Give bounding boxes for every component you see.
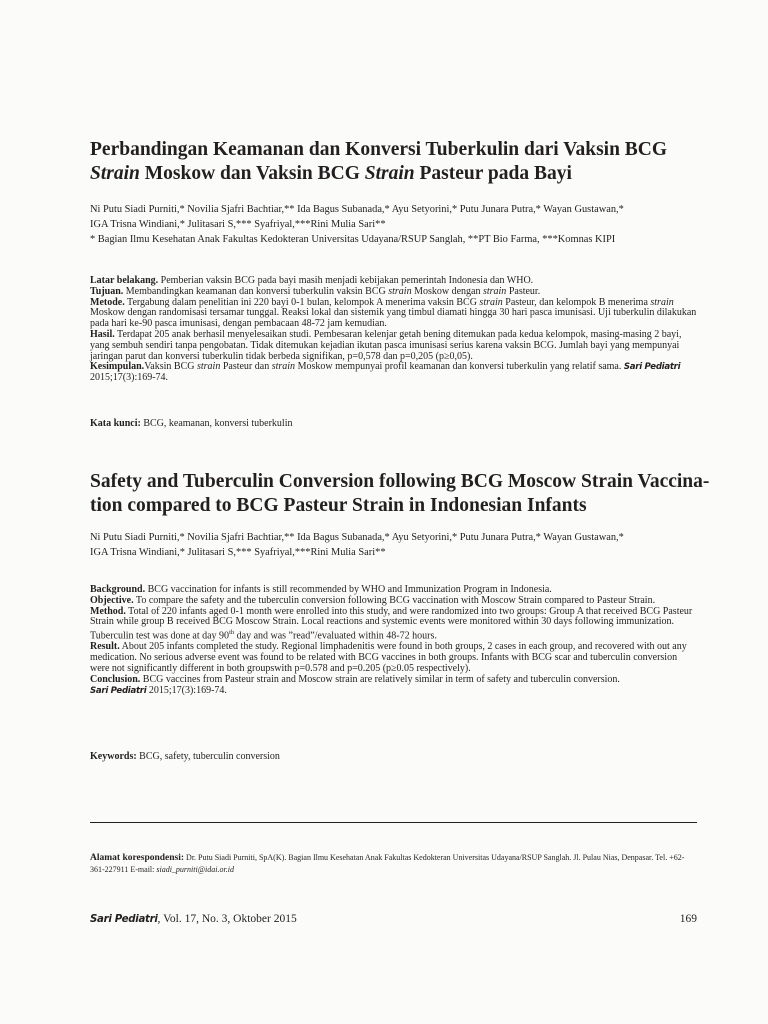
section-text: About 205 infants completed the study. Regional limphadenitis were found in both groups, 2 cases in each group, and recovered with out any medication. No serious adverse event was found to be related with BCG vaccines in both groups. Infants with BCG scar and tuberculin conversion were not significantly different in both groupswith p=0.578 and p=0.205 (p [90, 641, 687, 674]
strain-word: strain [196, 361, 221, 373]
indonesian-abstract [90, 276, 697, 384]
section-label: Objective. [90, 594, 134, 606]
indonesian-authors [90, 202, 697, 247]
indonesian-title [90, 138, 697, 186]
authors-line-2: IGA Trisna Windiani,* Julitasari S,*** Syafriyal,***Rini Mulia Sari** [90, 547, 386, 558]
correspondence-email: siadi_purniti@idai.or.id [156, 865, 234, 874]
english-abstract [90, 585, 697, 696]
footnote-divider [90, 822, 697, 823]
strain-word: strain [650, 296, 674, 308]
correspondence-text: Dr. Putu Siadi Purniti, SpA(K). Bagian Ilmu Kesehatan Anak Fakultas Kedokteran Universitas Udayana/RSUP Sanglah. Jl. Pulau Nias, Denpasar. Tel. +62-361-227911 E-mail: [90, 853, 685, 874]
section-label: Conclusion. [90, 673, 141, 685]
journal-logo: Sari Pediatri [623, 362, 681, 373]
strain-word: strain [482, 285, 507, 297]
journal-logo: Sari Pediatri [90, 914, 158, 925]
strain-word: strain [388, 285, 412, 297]
geq-symbol: ≥ [391, 662, 397, 674]
page-footer [90, 912, 697, 927]
superscript: th [229, 629, 235, 637]
section-text: Moskow mempunyai profil keamanan dan konversi tuberkulin yang relatif sama. [295, 361, 624, 373]
section-label: Latar belakang. [90, 275, 159, 286]
english-title [90, 470, 710, 518]
citation: 2015;17(3):169-74. [90, 372, 169, 384]
section-text: Terdapat 205 anak berhasil menyelesaikan studi. Pembesaran kelenjar getah bening ditemukan pada kedua kelompok, masing-masing 2 bayi, yang sembuh sendiri tanpa pengobatan. Tidak ditemukan kejadian ikutan pasca imunisasi serius karena vaksin BCG. Jumlah bayi yang mempunyai jaringan parut dan konversi tuberkulin tidak berbeda signifikan, p=0,578 dan p=0,205 (p [90, 328, 682, 362]
abstract-method [90, 298, 697, 330]
keywords-text: BCG, keamanan, konversi tuberkulin [140, 418, 293, 429]
keywords-text: BCG, safety, tuberculin conversion [136, 751, 280, 762]
authors-line-1: Ni Putu Siadi Purniti,* Novilia Sjafri Bachtiar,** Ida Bagus Subanada,* Ayu Setyorini,* Putu Junara Putra,* Wayan Gustawan,* [90, 532, 624, 543]
correspondence-address [90, 852, 697, 876]
english-title-line2: tion compared to BCG Pasteur Strain in Indonesian Infants [90, 495, 587, 516]
section-label: Background. [90, 584, 146, 595]
section-text: Membandingkan keamanan dan konversi tuberkulin vaksin BCG [123, 285, 389, 297]
keywords-label: Keywords: [90, 751, 137, 762]
section-text: Pasteur. [506, 285, 541, 297]
keywords-label: Kata kunci: [90, 418, 141, 429]
affiliation: * Bagian Ilmu Kesehatan Anak Fakultas Kedokteran Universitas Udayana/RSUP Sanglah, **PT Bio Farma, ***Komnas KIPI [90, 234, 616, 245]
section-text: Vaksin BCG [144, 361, 197, 373]
authors-line-1: Ni Putu Siadi Purniti,* Novilia Sjafri Bachtiar,** Ida Bagus Subanada,* Ayu Setyorini,* Putu Junara Putra,* Wayan Gustawan,* [90, 204, 624, 215]
english-authors [90, 530, 697, 560]
correspondence-label: Alamat korespondensi: [90, 853, 185, 863]
section-label: Metode. [90, 296, 125, 308]
indonesian-keywords [90, 418, 697, 430]
section-text: Total of 220 infants aged 0-1 month were enrolled into this study, and were randomized into two groups: Group A that received BCG Pasteur Strain while group B received BCG Moscow Strain. Local reactions and systemic events were monitored within 30 days following immunization. Tuberculin test was done at day 90 [90, 605, 693, 642]
english-keywords [90, 751, 697, 763]
section-text: BCG vaccination for infants is still recommended by WHO and Immunization Program in Indonesia. [145, 584, 552, 595]
section-text: Pasteur, dan kelompok B menerima [502, 296, 651, 308]
section-text: BCG vaccines from Pasteur strain and Moscow strain are relatively similar in term of safety and tuberculin conversion. [140, 673, 620, 685]
page-number: 169 [679, 913, 697, 925]
indonesian-title-text: Moskow dan Vaksin BCG [139, 163, 365, 184]
authors-line-2: IGA Trisna Windiani,* Julitasari S,*** Syafriyal,***Rini Mulia Sari** [90, 219, 386, 230]
english-title-line1: Safety and Tuberculin Conversion following BCG Moscow Strain Vaccina- [90, 471, 710, 492]
section-text: 0,05). [449, 350, 473, 362]
section-label: Tujuan. [90, 285, 124, 297]
section-text: Pemberian vaksin BCG pada bayi masih menjadi kebijakan pemerintah Indonesia dan WHO. [158, 275, 534, 286]
abstract-method [90, 607, 697, 643]
section-text: To compare the safety and the tuberculin conversion following BCG vaccination with Moscow Strain compared to Pasteur Strain. [133, 594, 656, 606]
section-text: Tergabung dalam penelitian ini 220 bayi 0-1 bulan, kelompok A menerima vaksin BCG [124, 296, 480, 308]
section-text: day and was ”read”/evaluated within 48-72 hours. [234, 630, 437, 642]
strain-word: strain [271, 361, 296, 373]
abstract-result [90, 642, 697, 674]
indonesian-title-line1: Perbandingan Keamanan dan Konversi Tuberkulin dari Vaksin BCG [90, 139, 668, 160]
indonesian-title-text-2: Pasteur pada Bayi [414, 163, 572, 184]
geq-symbol: ≥ [443, 350, 450, 362]
section-label: Hasil. [90, 328, 115, 340]
citation: 2015;17(3):169-74. [146, 684, 227, 696]
strain-word: strain [479, 296, 503, 308]
section-label: Method. [90, 605, 126, 617]
section-text: 0.05 respectively). [396, 662, 471, 674]
section-label: Result. [90, 641, 120, 653]
indonesian-title-strain: Strain [90, 163, 140, 184]
abstract-conclusion [90, 675, 697, 697]
journal-logo: Sari Pediatri [90, 685, 147, 696]
section-text: Moskow dengan randomisasi tersamar tunggal. Reaksi lokal dan sistemik yang timbul diamati hingga 30 hari pasca imunisasi. Uji tuberkulin dilakukan pada hari ke-90 pasca imunisasi, dengan pembacaan 48-72 jam kemudian. [90, 307, 697, 330]
abstract-conclusion [90, 362, 697, 384]
section-label: Kesimpulan. [90, 361, 145, 373]
issue-info: , Vol. 17, No. 3, Oktober 2015 [157, 913, 297, 925]
indonesian-title-strain-2: Strain [364, 163, 415, 184]
section-text: Moskow dengan [411, 285, 483, 297]
abstract-result [90, 330, 697, 362]
section-text: Pasteur dan [220, 361, 272, 373]
